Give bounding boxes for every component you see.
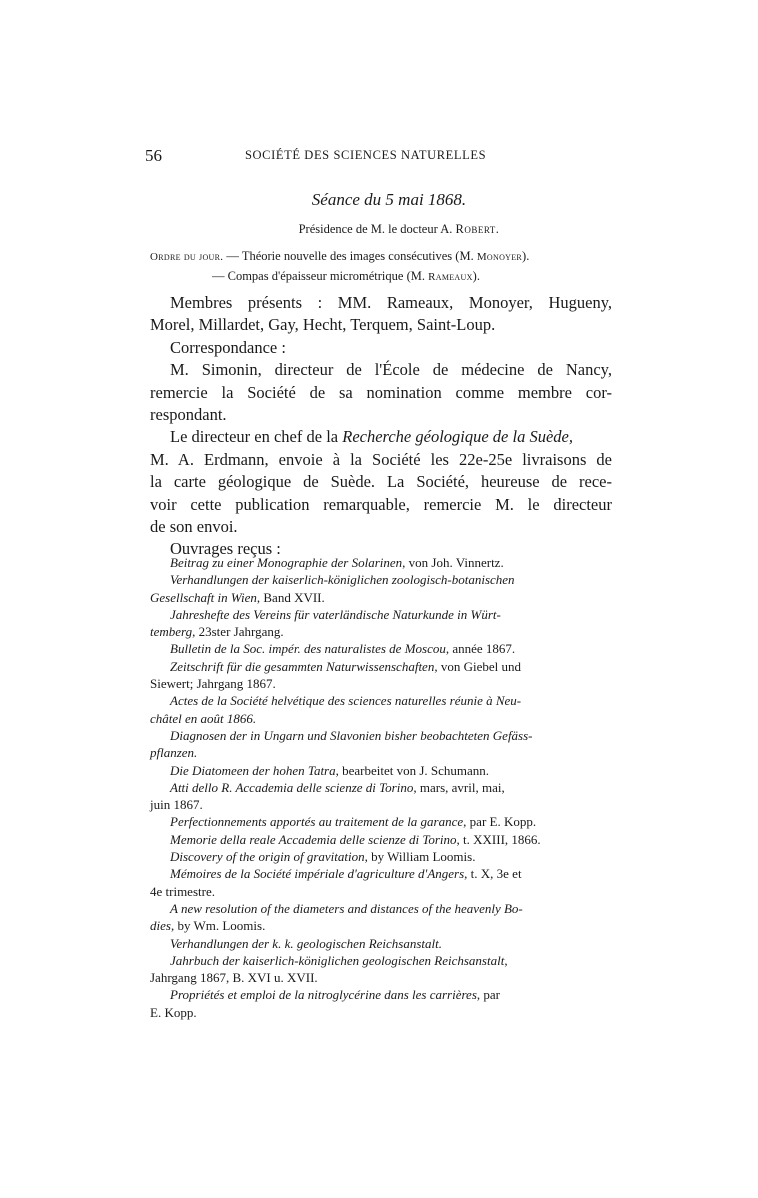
ouvrage-detail: E. Kopp.	[150, 1004, 197, 1020]
minutes-body	[150, 292, 612, 561]
ouvrage-title: Zeitschrift für die gesammten Naturwissenschaften	[170, 658, 435, 674]
ouvrage-line	[150, 727, 612, 744]
text-line: voir cette publication remarquable, remercie M. le directeur	[150, 494, 612, 514]
ouvrage-detail: , by Wm. Loomis.	[170, 918, 266, 934]
ouvrage-line	[150, 848, 612, 865]
ouvrage-detail: juin 1867.	[150, 797, 203, 813]
ouvrage-title: Propriétés et emploi de la nitroglycérine dans les carrières	[170, 987, 477, 1003]
ouvrage-detail: , 23ster Jahrgang.	[192, 624, 284, 640]
ouvrage-line	[150, 865, 612, 882]
presidence-line	[0, 222, 758, 237]
ouvrage-detail: , t. X, 3e et	[464, 866, 522, 882]
ordre-du-jour-text-1: — Théorie nouvelle des images consécutives (M.	[223, 249, 477, 263]
text-line: de son envoi.	[150, 517, 238, 537]
ordre-du-jour-line-1	[150, 249, 620, 264]
ouvrage-title: Atti dello R. Accademia delle scienze di Torino	[170, 779, 414, 795]
ouvrage-detail: , von Joh. Vinnertz.	[402, 555, 504, 570]
ouvrage-title: pflanzen.	[150, 745, 198, 761]
ordre-du-jour-line-2	[212, 269, 682, 284]
ouvrage-title: A new resolution of the diameters and distances of the heavenly Bo-	[170, 900, 523, 916]
ouvrage-detail: ,	[504, 952, 508, 968]
ouvrage-line	[150, 935, 612, 952]
ouvrage-line	[150, 779, 612, 796]
text-line: Ouvrages reçus :	[170, 539, 281, 559]
ouvrage-line	[150, 986, 612, 1003]
ouvrage-title: Discovery of the origin of gravitation	[170, 849, 365, 865]
ouvrage-title: Verhandlungen der kaiserlich-königlichen zoologisch-botanischen	[170, 572, 515, 588]
ouvrage-line	[150, 554, 612, 571]
text-line: Morel, Millardet, Gay, Hecht, Terquem, Saint-Loup.	[150, 315, 496, 335]
ouvrage-title: Bulletin de la Soc. impér. des naturalistes de Moscou	[170, 641, 446, 657]
ouvrage-title: Mémoires de la Société impériale d'agriculture d'Angers	[170, 866, 465, 882]
text-line: M. A. Erdmann, envoie à la Société les 22e-25e livraisons de	[150, 449, 612, 469]
president-name: Robert.	[455, 222, 500, 236]
ouvrage-detail: , by William Loomis.	[364, 849, 476, 865]
ouvrage-line	[150, 1004, 612, 1021]
ouvrage-line	[150, 658, 612, 675]
ouvrage-line	[150, 952, 612, 969]
journal-title: Recherche géologique de la Suède,	[342, 427, 573, 447]
ouvrage-line	[150, 589, 612, 606]
ouvrage-title: Perfectionnements apportés au traitement de la garance	[170, 814, 464, 830]
text-fragment: Le directeur en chef de la	[170, 427, 343, 447]
ordre-du-jour-name-1: Monoyer	[476, 251, 523, 263]
ouvrage-detail: , mars, avril, mai,	[413, 779, 505, 795]
ouvrage-title: châtel en août 1866.	[150, 710, 257, 726]
ouvrage-title: Jahrbuch der kaiserlich-königlichen geologischen Reichsanstalt	[170, 952, 505, 968]
ouvrage-title: dies	[150, 918, 171, 934]
ouvrage-line	[150, 900, 612, 917]
ouvrage-line	[150, 813, 612, 830]
ouvrage-line	[150, 744, 612, 761]
page-header	[145, 146, 615, 166]
ouvrage-detail: , par E. Kopp.	[463, 814, 537, 830]
text-line: Correspondance :	[170, 337, 286, 357]
presidence-prefix: Présidence de M. le docteur A.	[298, 222, 456, 236]
ordre-du-jour-name-2: Rameaux	[428, 271, 473, 283]
ouvrage-title: Beitrag zu einer Monographie der Solarinen	[170, 555, 403, 570]
ouvrage-detail: Siewert; Jahrgang 1867.	[150, 676, 276, 692]
ouvrage-detail: , par	[476, 987, 500, 1003]
ouvrage-detail: , bearbeitet von J. Schumann.	[335, 762, 490, 778]
ouvrage-line	[150, 917, 612, 934]
text-line: M. Simonin, directeur de l'École de médecine de Nancy,	[170, 360, 612, 380]
ouvrage-line	[150, 883, 612, 900]
text-line: remercie la Société de sa nomination comme membre cor-	[150, 382, 612, 402]
ouvrage-title: Jahreshefte des Vereins für vaterländische Naturkunde in Würt-	[170, 606, 501, 622]
ouvrage-line	[150, 606, 612, 623]
text-line: respondant.	[150, 405, 227, 425]
ouvrage-line	[150, 675, 612, 692]
text-line	[150, 426, 612, 448]
ouvrage-line	[150, 969, 612, 986]
text-line: Membres présents : MM. Rameaux, Monoyer, Hugueny,	[170, 293, 612, 312]
ouvrages-list	[150, 554, 612, 1021]
ouvrage-line	[150, 571, 612, 588]
ouvrage-line	[150, 692, 612, 709]
ordre-du-jour-label: Ordre du jour.	[150, 251, 224, 263]
ouvrage-detail: 4e trimestre.	[150, 883, 215, 899]
page-number: 56	[145, 146, 162, 165]
ouvrage-title: Diagnosen der in Ungarn und Slavonien bisher beobachteten Gefäss-	[170, 727, 533, 743]
text-line: la carte géologique de Suède. La Société, heureuse de rece-	[150, 472, 612, 492]
ordre-du-jour-end-1: ).	[522, 249, 530, 263]
ouvrage-title: Die Diatomeen der hohen Tatra	[170, 762, 336, 778]
ouvrage-detail: Jahrgang 1867, B. XVI u. XVII.	[150, 970, 318, 986]
ouvrage-detail: , t. XXIII, 1866.	[456, 831, 541, 847]
ordre-du-jour-end-2: ).	[472, 269, 480, 283]
ordre-du-jour-text-2: — Compas d'épaisseur micrométrique (M.	[212, 269, 429, 283]
ouvrage-line	[150, 623, 612, 640]
ouvrage-line	[150, 710, 612, 727]
ouvrage-title: Gesellschaft in Wien	[150, 589, 257, 605]
ouvrage-line	[150, 831, 612, 848]
ouvrage-title: Memorie della reale Accademia delle scienze di Torino	[170, 831, 457, 847]
seance-title: Séance du 5 mai 1868.	[311, 190, 467, 209]
running-head: SOCIÉTÉ DES SCIENCES NATURELLES	[245, 148, 487, 162]
ouvrage-line	[150, 762, 612, 779]
ouvrage-detail: , année 1867.	[445, 641, 516, 657]
ouvrage-line	[150, 640, 612, 657]
ouvrage-detail: , Band XVII.	[256, 589, 325, 605]
ouvrage-title: temberg	[150, 624, 193, 640]
ouvrage-detail: , von Giebel und	[434, 658, 521, 674]
ouvrage-title: Actes de la Société helvétique des sciences naturelles réunie à Neu-	[170, 693, 522, 709]
ouvrage-title: Verhandlungen der k. k. geologischen Reichsanstalt.	[170, 935, 442, 951]
ouvrage-line	[150, 796, 612, 813]
